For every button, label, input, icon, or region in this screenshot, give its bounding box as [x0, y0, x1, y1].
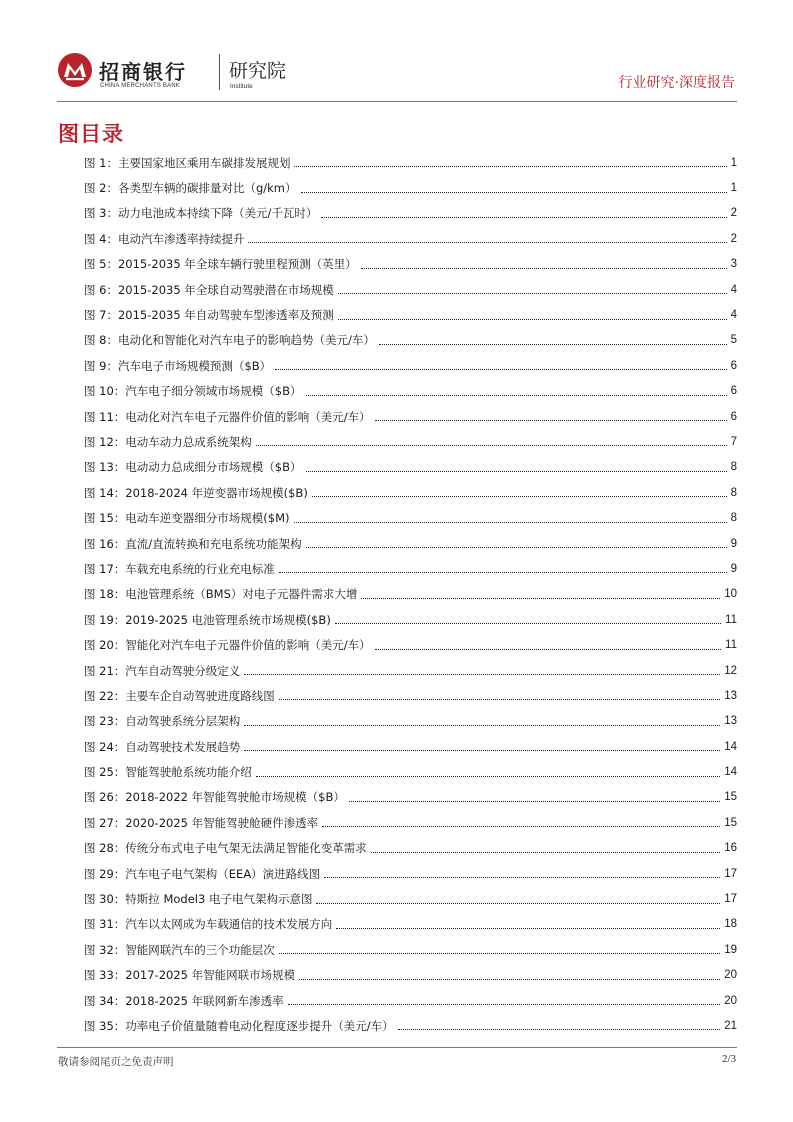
toc-entry[interactable]: [84, 277, 737, 302]
toc-dot-leader: [299, 979, 720, 980]
toc-entry[interactable]: [84, 201, 737, 226]
toc-entry[interactable]: [84, 836, 737, 861]
toc-entry-page[interactable]: 8: [730, 512, 737, 525]
toc-entry-label[interactable]: 图 27：2020-2025 年智能驾驶舱硬件渗透率: [84, 815, 319, 830]
toc-entry-label[interactable]: 图 4：电动汽车渗透率持续提升: [84, 231, 245, 246]
toc-entry[interactable]: [84, 937, 737, 962]
toc-entry-page[interactable]: 8: [730, 486, 737, 499]
toc-dot-leader: [375, 649, 721, 650]
toc-entry-page[interactable]: 20: [724, 969, 737, 982]
toc-dot-leader: [279, 953, 720, 954]
institute-name-cn: 研究院: [229, 60, 287, 82]
toc-entry-label[interactable]: 图 25：智能驾驶舱系统功能介绍: [84, 765, 252, 780]
toc-dot-leader: [338, 293, 727, 294]
toc-entry-label[interactable]: 图 26：2018-2022 年智能驾驶舱市场规模（$B）: [84, 790, 345, 805]
toc-entry-label[interactable]: 图 7：2015-2035 年自动驾驶车型渗透率及预测: [84, 308, 334, 323]
toc-entry-label[interactable]: 图 34：2018-2025 年联网新车渗透率: [84, 993, 284, 1008]
institute-name-en: Institute: [230, 83, 253, 90]
toc-entry[interactable]: [84, 480, 737, 505]
footer-divider: [57, 1047, 737, 1048]
toc-entry-label[interactable]: 图 28：传统分布式电子电气架无法满足智能化变革需求: [84, 841, 367, 856]
toc-entry-label[interactable]: 图 22：主要车企自动驾驶进度路线图: [84, 688, 275, 703]
toc-entry[interactable]: [84, 963, 737, 988]
toc-dot-leader: [294, 522, 727, 523]
toc-entry[interactable]: [84, 734, 737, 759]
toc-dot-leader: [244, 750, 720, 751]
toc-entry[interactable]: [84, 429, 737, 454]
disclaimer-note: 敬请参阅尾页之免责声明: [58, 1056, 174, 1068]
toc-entry-page[interactable]: 4: [730, 309, 737, 322]
bank-logo: [57, 52, 93, 88]
toc-entry[interactable]: [84, 632, 737, 657]
toc-entry-page[interactable]: 14: [724, 740, 737, 753]
toc-entry-page[interactable]: 11: [725, 639, 737, 652]
toc-entry[interactable]: [84, 861, 737, 886]
toc-entry-page[interactable]: 19: [724, 943, 737, 956]
toc-dot-leader: [306, 471, 727, 472]
toc-entry-page[interactable]: 12: [724, 664, 737, 677]
toc-entry-label[interactable]: 图 30：特斯拉 Model3 电子电气架构示意图: [84, 892, 313, 907]
toc-dot-leader: [361, 598, 720, 599]
page-number: 2/3: [721, 1053, 736, 1065]
toc-entry-page[interactable]: 13: [724, 689, 737, 702]
toc-entry-page[interactable]: 4: [730, 283, 737, 296]
toc-dot-leader: [275, 369, 726, 370]
toc-entry-page[interactable]: 9: [730, 537, 737, 550]
toc-entry-label[interactable]: 图 14：2018-2024 年逆变器市场规模($B): [84, 485, 308, 500]
toc-entry-label[interactable]: 图 33：2017-2025 年智能网联市场规模: [84, 968, 296, 983]
toc-dot-leader: [379, 344, 727, 345]
toc-entry-page[interactable]: 9: [730, 562, 737, 575]
toc-entry-page[interactable]: 5: [730, 334, 737, 347]
toc-entry[interactable]: [84, 912, 737, 937]
toc-dot-leader: [279, 699, 720, 700]
toc-entry-label[interactable]: 图 19：2019-2025 电池管理系统市场规模($B): [84, 612, 331, 627]
toc-title: 图目录: [58, 122, 124, 146]
logo-divider: [219, 54, 220, 90]
toc-entry[interactable]: [84, 810, 737, 835]
page-header: [57, 52, 737, 98]
toc-entry-label[interactable]: 图 6：2015-2035 年全球自动驾驶潜在市场规模: [84, 282, 334, 297]
toc-dot-leader: [306, 547, 727, 548]
toc-entry-label[interactable]: 图 1：主要国家地区乘用车碳排发展规划: [84, 155, 291, 170]
toc-entry-page[interactable]: 2: [730, 207, 737, 220]
toc-entry-page[interactable]: 7: [730, 435, 737, 448]
toc-entry[interactable]: [84, 988, 737, 1013]
toc-dot-leader: [306, 395, 727, 396]
toc-entry-page[interactable]: 17: [724, 893, 737, 906]
toc-entry-page[interactable]: 18: [724, 918, 737, 931]
toc-entry[interactable]: [84, 252, 737, 277]
toc-entry-label[interactable]: 图 11：电动化对汽车电子元器件价值的影响（美元/车）: [84, 409, 371, 424]
report-type-label: 行业研究·深度报告: [618, 75, 735, 91]
toc-entry-page[interactable]: 10: [724, 588, 737, 601]
toc-dot-leader: [248, 242, 726, 243]
toc-dot-leader: [312, 496, 727, 497]
toc-dot-leader: [321, 217, 726, 218]
cmb-logo-icon: [57, 52, 93, 88]
toc-entry[interactable]: [84, 226, 737, 251]
toc-entry-label[interactable]: 图 10：汽车电子细分领域市场规模（$B）: [84, 384, 302, 399]
toc-entry[interactable]: [84, 556, 737, 581]
toc-entry-page[interactable]: 13: [724, 715, 737, 728]
toc-entry[interactable]: [84, 175, 737, 200]
toc-dot-leader: [301, 192, 727, 193]
toc-entry-label[interactable]: 图 29：汽车电子电气架构（EEA）演进路线图: [84, 866, 321, 881]
toc-entry-label[interactable]: 图 3：动力电池成本持续下降（美元/千瓦时）: [84, 206, 318, 221]
toc-entry-label[interactable]: 图 12：电动车动力总成系统架构: [84, 434, 252, 449]
toc-entry[interactable]: [84, 302, 737, 327]
toc-entry-page[interactable]: 6: [730, 359, 737, 372]
toc-entry-label[interactable]: 图 23：自动驾驶系统分层架构: [84, 714, 241, 729]
toc-entry-label[interactable]: 图 18：电池管理系统（BMS）对电子元器件需求大增: [84, 587, 358, 602]
toc-dot-leader: [335, 623, 721, 624]
toc-entry-label[interactable]: 图 2：各类型车辆的碳排量对比（g/km）: [84, 181, 297, 196]
toc-entry[interactable]: [84, 404, 737, 429]
toc-entry-page[interactable]: 15: [724, 816, 737, 829]
toc-entry-label[interactable]: 图 15：电动车逆变器细分市场规模($M): [84, 511, 290, 526]
toc-entry[interactable]: [84, 379, 737, 404]
toc-entry[interactable]: [84, 353, 737, 378]
toc-entry-label[interactable]: 图 5：2015-2035 年全球车辆行驶里程预测（英里）: [84, 257, 357, 272]
toc-entry-page[interactable]: 21: [724, 1019, 737, 1032]
toc-entry[interactable]: [84, 658, 737, 683]
toc-entry-page[interactable]: 1: [730, 182, 737, 195]
toc-dot-leader: [324, 877, 720, 878]
toc-dot-leader: [279, 572, 727, 573]
bank-name-en: CHINA MERCHANTS BANK: [100, 83, 181, 89]
toc-entry[interactable]: [84, 455, 737, 480]
toc-dot-leader: [398, 1029, 721, 1030]
toc-dot-leader: [294, 166, 726, 167]
toc-entry-page[interactable]: 14: [724, 766, 737, 779]
toc-entry-page[interactable]: 8: [730, 461, 737, 474]
toc-dot-leader: [322, 826, 720, 827]
toc-entry-label[interactable]: 图 13：电动动力总成细分市场规模（$B）: [84, 460, 302, 475]
figure-list: [84, 150, 737, 1039]
toc-entry-label[interactable]: 图 31：汽车以太网成为车载通信的技术发展方向: [84, 917, 333, 932]
toc-entry-label[interactable]: 图 24：自动驾驶技术发展趋势: [84, 739, 241, 754]
toc-entry[interactable]: [84, 582, 737, 607]
toc-entry[interactable]: [84, 709, 737, 734]
toc-entry-label[interactable]: 图 35：功率电子价值量随着电动化程度逐步提升（美元/车）: [84, 1018, 394, 1033]
toc-dot-leader: [375, 420, 727, 421]
toc-entry-label[interactable]: 图 21：汽车自动驾驶分级定义: [84, 663, 241, 678]
header-divider: [57, 101, 737, 102]
toc-entry-label[interactable]: 图 16：直流/直流转换和充电系统功能架构: [84, 536, 302, 551]
toc-entry[interactable]: [84, 531, 737, 556]
toc-dot-leader: [336, 928, 720, 929]
toc-dot-leader: [338, 319, 727, 320]
toc-dot-leader: [288, 1004, 721, 1005]
toc-entry-label[interactable]: 图 17：车载充电系统的行业充电标准: [84, 561, 275, 576]
toc-dot-leader: [256, 776, 720, 777]
toc-entry-page[interactable]: 11: [725, 613, 737, 626]
toc-entry[interactable]: [84, 505, 737, 530]
toc-entry[interactable]: [84, 886, 737, 911]
toc-entry-label[interactable]: 图 20：智能化对汽车电子元器件价值的影响（美元/车）: [84, 638, 371, 653]
toc-entry[interactable]: [84, 607, 737, 632]
toc-entry-page[interactable]: 6: [730, 385, 737, 398]
toc-entry-label[interactable]: 图 32：智能网联汽车的三个功能层次: [84, 942, 275, 957]
toc-entry[interactable]: [84, 328, 737, 353]
bank-name-cn: 招商银行: [99, 60, 187, 84]
toc-entry-page[interactable]: 6: [730, 410, 737, 423]
toc-entry[interactable]: [84, 785, 737, 810]
toc-dot-leader: [244, 725, 720, 726]
toc-dot-leader: [244, 674, 720, 675]
toc-dot-leader: [371, 852, 720, 853]
toc-entry[interactable]: [84, 759, 737, 784]
toc-entry[interactable]: [84, 1013, 737, 1038]
toc-entry[interactable]: [84, 683, 737, 708]
toc-dot-leader: [361, 268, 727, 269]
toc-entry-page[interactable]: 20: [724, 994, 737, 1007]
toc-entry-page[interactable]: 15: [724, 791, 737, 804]
toc-entry-page[interactable]: 1: [730, 156, 737, 169]
toc-entry-page[interactable]: 2: [730, 232, 737, 245]
toc-entry-page[interactable]: 16: [724, 842, 737, 855]
toc-entry[interactable]: [84, 150, 737, 175]
toc-dot-leader: [256, 445, 727, 446]
toc-entry-page[interactable]: 17: [724, 867, 737, 880]
toc-dot-leader: [349, 801, 720, 802]
toc-entry-label[interactable]: 图 8：电动化和智能化对汽车电子的影响趋势（美元/车）: [84, 333, 375, 348]
toc-dot-leader: [316, 903, 720, 904]
toc-entry-label[interactable]: 图 9：汽车电子市场规模预测（$B）: [84, 358, 272, 373]
toc-entry-page[interactable]: 3: [730, 258, 737, 271]
